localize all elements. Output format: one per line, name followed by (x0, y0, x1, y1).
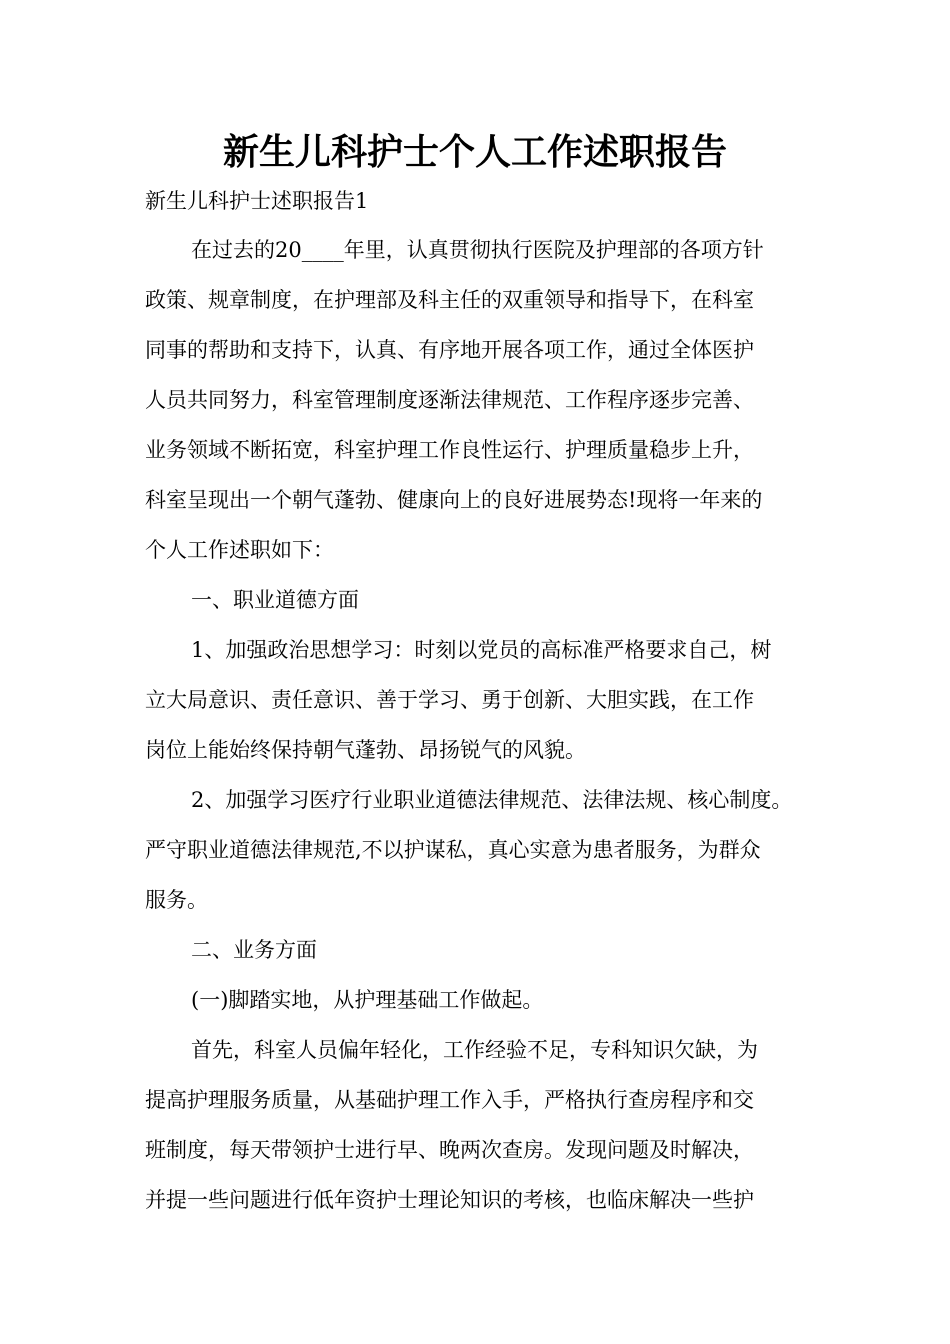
section-heading: 一、职业道德方面 (191, 588, 359, 612)
paragraph-line: 服务。 (145, 888, 208, 912)
paragraph-line: 岗位上能始终保持朝气蓬勃、昂扬锐气的风貌。 (145, 738, 586, 762)
section-heading: 二、业务方面 (191, 938, 317, 962)
paragraph-line: 并提一些问题进行低年资护士理论知识的考核，也临床解决一些护 (145, 1188, 754, 1212)
paragraph-line: 严守职业道德法律规范,不以护谋私，真心实意为患者服务，为群众 (145, 838, 761, 862)
paragraph-line: 首先，科室人员偏年轻化，工作经验不足，专科知识欠缺，为 (191, 1038, 758, 1062)
subsection-heading: (一)脚踏实地，从护理基础工作做起。 (191, 988, 544, 1012)
paragraph-line: 科室呈现出一个朝气蓬勃、健康向上的良好进展势态!现将一年来的 (145, 488, 763, 512)
document-title: 新生儿科护士个人工作述职报告 (222, 131, 727, 173)
paragraph-line: 2、加强学习医疗行业职业道德法律规范、法律法规、核心制度。 (191, 788, 793, 812)
paragraph-line: 个人工作述职如下： (145, 538, 334, 562)
paragraph-line: 在过去的20____年里，认真贯彻执行医院及护理部的各项方针 (191, 238, 764, 262)
paragraph-line: 业务领域不断拓宽，科室护理工作良性运行、护理质量稳步上升， (145, 438, 754, 462)
paragraph-line: 政策、规章制度，在护理部及科主任的双重领导和指导下，在科室 (145, 288, 754, 312)
paragraph-line: 同事的帮助和支持下，认真、有序地开展各项工作，通过全体医护 (145, 338, 754, 362)
paragraph-line: 班制度，每天带领护士进行早、晚两次查房。发现问题及时解决， (145, 1138, 754, 1162)
paragraph-line: 立大局意识、责任意识、善于学习、勇于创新、大胆实践，在工作 (145, 688, 754, 712)
paragraph-line: 提高护理服务质量，从基础护理工作入手，严格执行查房程序和交 (145, 1088, 754, 1112)
paragraph-line: 1、加强政治思想学习：时刻以党员的高标准严格要求自己，树 (191, 638, 772, 662)
paragraph-line: 人员共同努力，科室管理制度逐渐法律规范、工作程序逐步完善、 (145, 388, 754, 412)
document-subtitle: 新生儿科护士述职报告1 (145, 189, 369, 213)
